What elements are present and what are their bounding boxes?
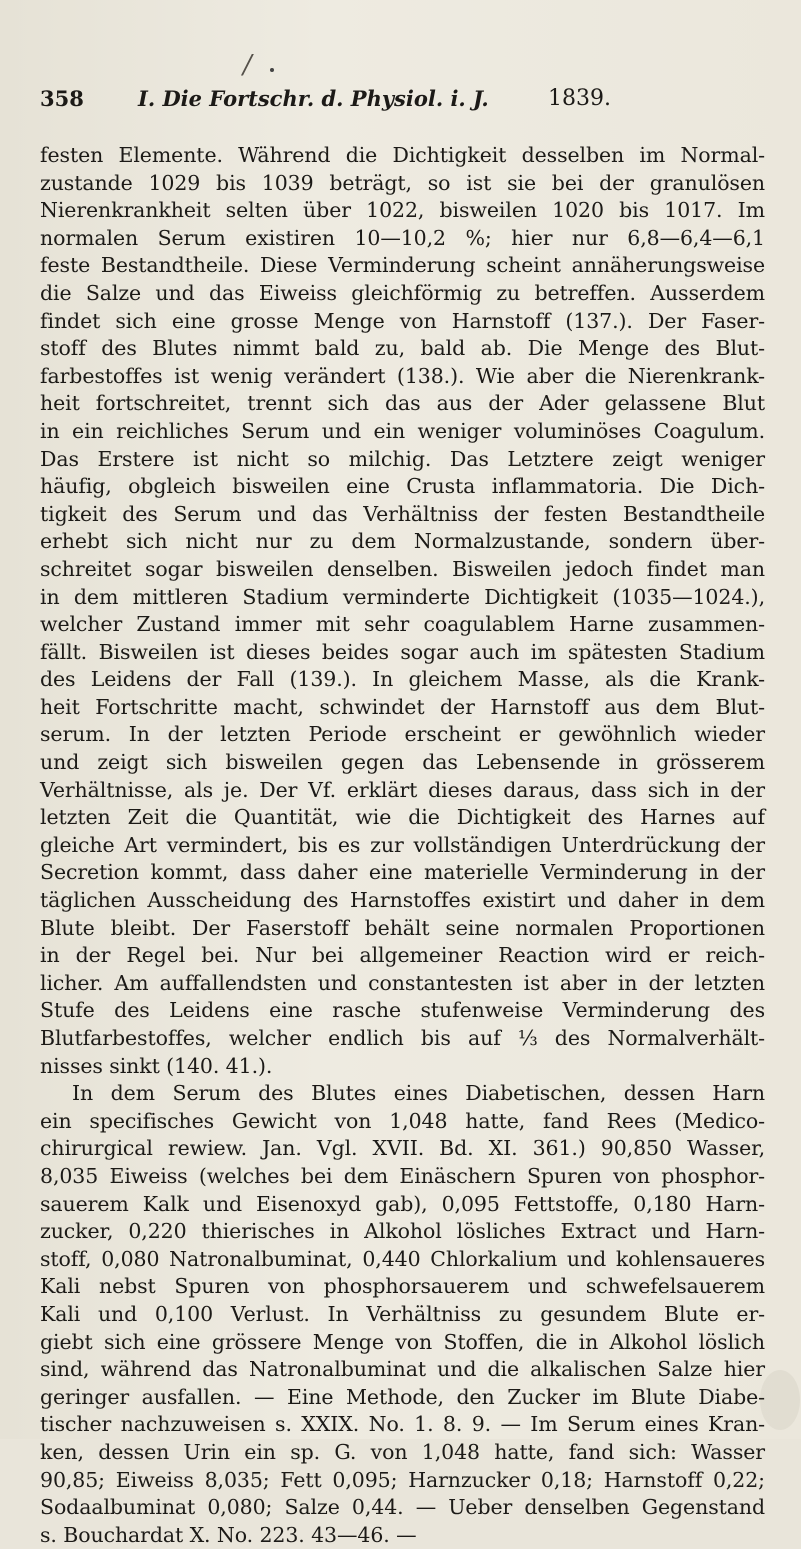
text-line: sind, während das Natronalbuminat und die alkalischen Salze hier <box>40 1357 765 1382</box>
text-line: ken, dessen Urin ein sp. G. von 1,048 hatte, fand sich: Wasser <box>40 1439 765 1464</box>
text-line: Sodaalbuminat 0,080; Salze 0,44. — Ueber denselben Gegenstand <box>40 1495 765 1520</box>
text-line: des Leidens der Fall (139.). In gleichem Masse, als die Krank- <box>40 667 765 692</box>
ink-dot <box>270 68 274 72</box>
text-line: nisses sinkt (140. 41.). <box>40 1053 273 1078</box>
ink-mark: / <box>243 50 252 80</box>
text-line: letzten Zeit die Quantität, wie die Dichtigkeit des Harnes auf <box>40 805 765 830</box>
text-line: welcher Zustand immer mit sehr coagulablem Harne zusammen- <box>40 612 765 637</box>
paragraph <box>40 142 765 1080</box>
text-line: Das Erstere ist nicht so milchig. Das Letztere zeigt weniger <box>40 446 765 471</box>
text-line: In dem Serum des Blutes eines Diabetischen, dessen Harn <box>72 1081 765 1106</box>
text-line: häufig, obgleich bisweilen eine Crusta inflammatoria. Die Dich- <box>40 474 765 499</box>
text-line: tischer nachzuweisen s. XXIX. No. 1. 8. 9. — Im Serum eines Kran- <box>40 1412 765 1437</box>
text-line: serum. In der letzten Periode erscheint er gewöhnlich wieder <box>40 722 765 747</box>
text-line: geringer ausfallen. — Eine Methode, den Zucker im Blute Diabe- <box>40 1384 765 1409</box>
text-line: Verhältnisse, als je. Der Vf. erklärt dieses daraus, dass sich in der <box>40 777 765 802</box>
text-line: 90,85; Eiweiss 8,035; Fett 0,095; Harnzucker 0,18; Harnstoff 0,22; <box>40 1467 765 1492</box>
text-line: festen Elemente. Während die Dichtigkeit desselben im Normal- <box>40 143 765 167</box>
text-line: 8,035 Eiweiss (welches bei dem Einäschern Spuren von phosphor- <box>40 1163 765 1188</box>
text-line: fällt. Bisweilen ist dieses beides sogar auch im spätesten Stadium <box>40 639 765 664</box>
text-line: schreitet sogar bisweilen denselben. Bisweilen jedoch findet man <box>40 556 765 581</box>
text-line: heit Fortschritte macht, schwindet der Harnstoff aus dem Blut- <box>40 694 765 719</box>
text-line: in ein reichliches Serum und ein weniger voluminöses Coagulum. <box>40 418 765 443</box>
text-line: tigkeit des Serum und das Verhältniss der festen Bestandtheile <box>40 501 765 526</box>
text-line: und zeigt sich bisweilen gegen das Lebensende in grösserem <box>40 750 765 775</box>
body-text <box>40 142 765 1549</box>
text-line: chirurgical rewiew. Jan. Vgl. XVII. Bd. XI. 361.) 90,850 Wasser, <box>40 1136 765 1161</box>
text-line: erhebt sich nicht nur zu dem Normalzustande, sondern über- <box>40 529 765 554</box>
text-line: die Salze und das Eiweiss gleichförmig zu betreffen. Ausserdem <box>40 280 765 305</box>
running-head-year: 1839. <box>548 86 611 111</box>
text-line: Kali und 0,100 Verlust. In Verhältniss zu gesundem Blute er- <box>40 1301 765 1326</box>
text-line: stoff des Blutes nimmt bald zu, bald ab. Die Menge des Blut- <box>40 336 765 361</box>
page-number: 358 <box>40 86 84 111</box>
text-line: Stufe des Leidens eine rasche stufenweise Verminderung des <box>40 998 765 1023</box>
text-line: Kali nebst Spuren von phosphorsauerem und schwefelsauerem <box>40 1274 765 1299</box>
running-head: I. Die Fortschr. d. Physiol. i. J. <box>138 86 489 111</box>
text-line: stoff, 0,080 Natronalbuminat, 0,440 Chlorkalium und kohlensaueres <box>40 1246 765 1271</box>
text-line: farbestoffes ist wenig verändert (138.). Wie aber die Nierenkrank- <box>40 363 765 388</box>
text-line: Secretion kommt, dass daher eine materielle Verminderung in der <box>40 860 765 885</box>
text-line: heit fortschreitet, trennt sich das aus der Ader gelassene Blut <box>40 391 765 416</box>
text-line: täglichen Ausscheidung des Harnstoffes existirt und daher in dem <box>40 888 765 913</box>
paper-stain <box>760 1370 800 1430</box>
text-line: ein specifisches Gewicht von 1,048 hatte, fand Rees (Medico- <box>40 1108 765 1133</box>
text-line: zustande 1029 bis 1039 beträgt, so ist sie bei der granulösen <box>40 170 765 195</box>
text-line: Nierenkrankheit selten über 1022, bisweilen 1020 bis 1017. Im <box>40 198 765 223</box>
text-line: giebt sich eine grössere Menge von Stoffen, die in Alkohol löslich <box>40 1329 765 1354</box>
text-line: s. Bouchardat X. No. 223. 43—46. — <box>40 1522 417 1547</box>
text-line: Blute bleibt. Der Faserstoff behält seine normalen Proportionen <box>40 915 765 940</box>
text-line: Blutfarbestoffes, welcher endlich bis auf ⅓ des Normalverhält- <box>40 1026 765 1050</box>
text-line: in dem mittleren Stadium verminderte Dichtigkeit (1035—1024.), <box>40 584 765 609</box>
text-line: feste Bestandtheile. Diese Verminderung scheint annäherungsweise <box>40 253 765 278</box>
text-line: gleiche Art vermindert, bis es zur vollständigen Unterdrückung der <box>40 832 765 857</box>
paragraph <box>40 1080 765 1549</box>
text-line: licher. Am auffallendsten und constantesten ist aber in der letzten <box>40 970 765 995</box>
page-header <box>40 86 680 122</box>
text-line: in der Regel bei. Nur bei allgemeiner Reaction wird er reich- <box>40 943 765 968</box>
text-line: sauerem Kalk und Eisenoxyd gab), 0,095 Fettstoffe, 0,180 Harn- <box>40 1191 765 1216</box>
text-line: zucker, 0,220 thierisches in Alkohol lösliches Extract und Harn- <box>40 1219 765 1244</box>
text-line: normalen Serum existiren 10—10,2 %; hier nur 6,8—6,4—6,1 <box>40 225 765 250</box>
text-line: findet sich eine grosse Menge von Harnstoff (137.). Der Faser- <box>40 308 765 333</box>
